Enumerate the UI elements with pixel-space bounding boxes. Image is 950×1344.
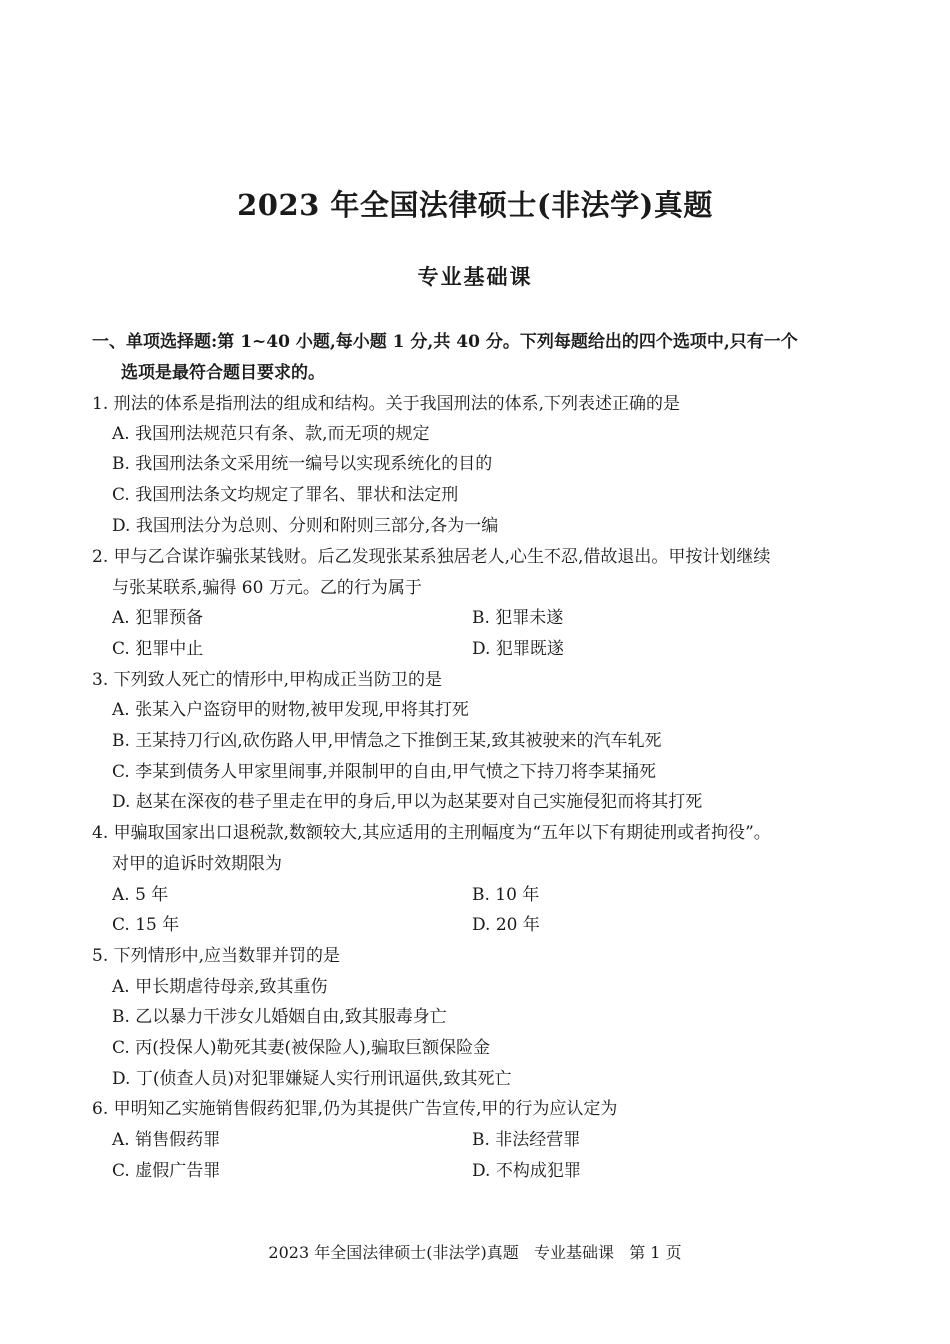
option-c: C. 虚假广告罪	[112, 1161, 221, 1181]
question-stem: 1. 刑法的体系是指刑法的组成和结构。关于我国刑法的体系,下列表述正确的是	[92, 394, 681, 414]
question-stem: 5. 下列情形中,应当数罪并罚的是	[92, 946, 341, 966]
option-d: D. 我国刑法分为总则、分则和附则三部分,各为一编	[112, 516, 499, 536]
option-c: C. 我国刑法条文均规定了罪名、罪状和法定刑	[112, 485, 459, 505]
option-a: A. 张某入户盗窃甲的财物,被甲发现,甲将其打死	[112, 700, 469, 720]
option-a: A. 甲长期虐待母亲,致其重伤	[112, 977, 328, 997]
option-c: C. 丙(投保人)勒死其妻(被保险人),骗取巨额保险金	[112, 1038, 491, 1058]
option-c: C. 犯罪中止	[112, 639, 204, 659]
option-d: D. 不构成犯罪	[472, 1161, 581, 1181]
option-b: B. 10 年	[472, 885, 540, 905]
question-stem-continued: 对甲的追诉时效期限为	[112, 854, 282, 874]
question-stem: 2. 甲与乙合谋诈骗张某钱财。后乙发现张某系独居老人,心生不忍,借故退出。甲按计划继续	[92, 547, 771, 567]
option-d: D. 赵某在深夜的巷子里走在甲的身后,甲以为赵某要对自己实施侵犯而将其打死	[112, 792, 703, 812]
page-footer: 2023 年全国法律硕士(非法学)真题 专业基础课 第 1 页	[268, 1243, 682, 1262]
option-b: B. 乙以暴力干涉女儿婚姻自由,致其服毒身亡	[112, 1007, 447, 1027]
option-d: D. 丁(侦查人员)对犯罪嫌疑人实行刑讯逼供,致其死亡	[112, 1069, 512, 1089]
option-b: B. 非法经营罪	[472, 1130, 581, 1150]
option-d: D. 犯罪既遂	[472, 639, 564, 659]
section-header-line-2: 选项是最符合题目要求的。	[121, 363, 325, 383]
page-subtitle: 专业基础课	[417, 264, 533, 289]
option-c: C. 李某到债务人甲家里闹事,并限制甲的自由,甲气愤之下持刀将李某捅死	[112, 762, 657, 782]
question-stem: 4. 甲骗取国家出口退税款,数额较大,其应适用的主刑幅度为“五年以下有期徒刑或者拘役”。	[92, 823, 771, 843]
option-a: A. 犯罪预备	[112, 608, 204, 628]
question-stem: 3. 下列致人死亡的情形中,甲构成正当防卫的是	[92, 670, 443, 690]
option-b: B. 犯罪未遂	[472, 608, 564, 628]
option-b: B. 王某持刀行凶,砍伤路人甲,甲情急之下推倒王某,致其被驶来的汽车轧死	[112, 731, 662, 751]
option-a: A. 我国刑法规范只有条、款,而无项的规定	[112, 424, 430, 444]
option-d: D. 20 年	[472, 915, 540, 935]
section-header-line-1: 一、单项选择题:第 1~40 小题,每小题 1 分,共 40 分。下列每题给出的四个选项中,只有一个	[92, 332, 798, 352]
question-stem: 6. 甲明知乙实施销售假药犯罪,仍为其提供广告宣传,甲的行为应认定为	[92, 1099, 618, 1119]
option-c: C. 15 年	[112, 915, 180, 935]
option-b: B. 我国刑法条文采用统一编号以实现系统化的目的	[112, 454, 493, 474]
question-stem-continued: 与张某联系,骗得 60 万元。乙的行为属于	[112, 578, 422, 598]
option-a: A. 销售假药罪	[112, 1130, 221, 1150]
option-a: A. 5 年	[112, 885, 169, 905]
page-title: 2023 年全国法律硕士(非法学)真题	[237, 188, 713, 222]
